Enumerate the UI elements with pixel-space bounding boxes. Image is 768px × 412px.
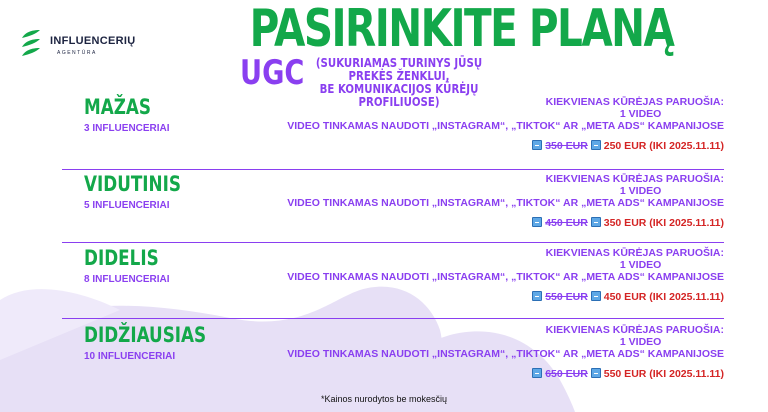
plan-desc-line3: VIDEO TINKAMAS NAUDOTI „INSTAGRAM“, „TIKTOK“ AR „META ADS“ KAMPANIJOSE [287,348,724,360]
brand-logo [20,28,136,62]
plan-influencers: 5 INFLUENCERIAI [84,200,170,211]
divider [62,318,724,319]
plan-desc-line3: VIDEO TINKAMAS NAUDOTI „INSTAGRAM“, „TIKTOK“ AR „META ADS“ KAMPANIJOSE [287,197,724,209]
money-emoji-icon [591,217,601,227]
plan-desc-line2: 1 VIDEO [619,259,662,271]
new-price: 350 EUR (IKI 2025.11.11) [603,217,724,229]
old-price: 450 EUR [545,217,588,229]
new-price: 550 EUR (IKI 2025.11.11) [603,368,724,380]
plan-desc-line1: KIEKVIENAS KŪRĖJAS PARUOŠIA: [545,173,724,185]
plan-desc-line1: KIEKVIENAS KŪRĖJAS PARUOŠIA: [545,324,724,336]
plan-card-didelis [0,245,768,315]
plan-card-mazas [0,94,768,164]
old-price: 550 EUR [545,291,588,303]
plan-influencers: 8 INFLUENCERIAI [84,274,170,285]
plan-desc-line1: KIEKVIENAS KŪRĖJAS PARUOŠIA: [545,247,724,259]
plan-desc-line3: VIDEO TINKAMAS NAUDOTI „INSTAGRAM“, „TIKTOK“ AR „META ADS“ KAMPANIJOSE [287,120,724,132]
ugc-note-line2: BE KOMUNIKACIJOS KŪRĖJŲ PROFILIUOSE) [319,82,479,109]
divider [62,169,724,170]
money-emoji-icon [532,368,542,378]
plan-card-vidutinis [0,171,768,241]
plan-desc-line2: 1 VIDEO [619,185,662,197]
plan-price [532,140,724,152]
divider [62,242,724,243]
plan-price [532,217,724,229]
money-emoji-icon [591,291,601,301]
plan-card-didziausias [0,322,768,392]
plan-desc-line3: VIDEO TINKAMAS NAUDOTI „INSTAGRAM“, „TIKTOK“ AR „META ADS“ KAMPANIJOSE [287,271,724,283]
plan-description [287,96,724,132]
money-emoji-icon [591,368,601,378]
plan-name: VIDUTINIS [84,172,181,196]
money-emoji-icon [591,140,601,150]
new-price: 450 EUR (IKI 2025.11.11) [603,291,724,303]
logo-name: INFLUENCERIŲ [50,34,136,47]
ugc-note-line1: (SUKURIAMAS TURINYS JŪSŲ PREKĖS ŽENKLUI, [315,56,483,83]
money-emoji-icon [532,140,542,150]
plan-price [532,291,724,303]
plan-description [287,247,724,283]
plan-name: DIDŽIAUSIAS [84,323,207,347]
leaf-stripes-icon [20,28,42,62]
footnote: *Kainos nurodytos be mokesčių [320,394,448,404]
money-emoji-icon [532,291,542,301]
plan-description [287,173,724,209]
plan-name: MAŽAS [84,95,152,119]
plan-influencers: 10 INFLUENCERIAI [84,351,176,362]
logo-subtitle: AGENTŪRA [57,49,97,56]
plan-price [532,368,724,380]
plan-name: DIDELIS [84,246,159,270]
new-price: 250 EUR (IKI 2025.11.11) [603,140,724,152]
old-price: 650 EUR [545,368,588,380]
plan-desc-line2: 1 VIDEO [619,336,662,348]
plan-description [287,324,724,360]
plan-desc-line1: KIEKVIENAS KŪRĖJAS PARUOŠIA: [545,96,724,108]
page-title: PASIRINKITE PLANĄ [249,0,674,59]
old-price: 350 EUR [545,140,588,152]
money-emoji-icon [532,217,542,227]
ugc-heading: UGC [240,53,305,93]
plan-desc-line2: 1 VIDEO [619,108,662,120]
plan-influencers: 3 INFLUENCERIAI [84,123,170,134]
